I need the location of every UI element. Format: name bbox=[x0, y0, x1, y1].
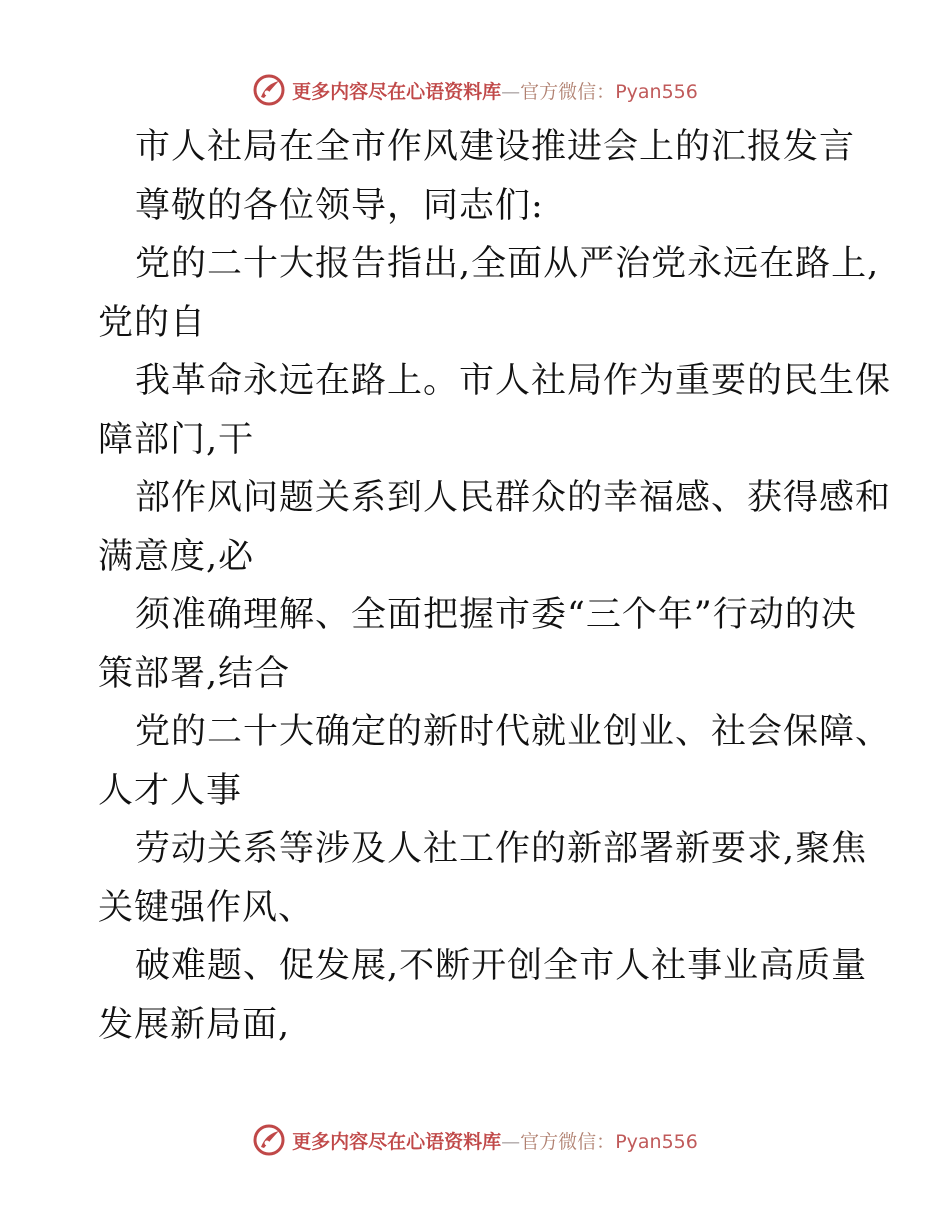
header-watermark bbox=[0, 70, 950, 110]
paragraph-line: 尊敬的各位领导，同志们: bbox=[135, 185, 544, 226]
paragraph-line: 策部署,结合 bbox=[98, 653, 291, 694]
paragraph-line: 关键强作风、 bbox=[98, 887, 315, 928]
brand-logo-icon bbox=[252, 1123, 286, 1157]
footer-watermark bbox=[0, 1120, 950, 1160]
paragraph-line: 党的二十大确定的新时代就业创业、社会保障、 bbox=[135, 712, 892, 752]
brand-logo-icon bbox=[252, 73, 286, 107]
document-body bbox=[98, 118, 892, 1054]
paragraph-line: 党的自 bbox=[98, 302, 207, 343]
paragraph-line: 我革命永远在路上。市人社局作为重要的民生保 bbox=[135, 361, 892, 401]
paragraph-line: 劳动关系等涉及人社工作的新部署新要求,聚焦 bbox=[135, 829, 868, 869]
paragraph-line: 障部门,干 bbox=[98, 419, 255, 460]
document-title: 市人社局在全市作风建设推进会上的汇报发言 bbox=[135, 127, 856, 167]
paragraph-line: 破难题、促发展,不断开创全市人社事业高质量 bbox=[135, 946, 868, 986]
paragraph-line: 人才人事 bbox=[98, 770, 243, 811]
paragraph-line: 满意度,必 bbox=[98, 536, 255, 577]
paragraph-line: 部作风问题关系到人民群众的幸福感、获得感和 bbox=[135, 478, 892, 518]
paragraph-line: 须准确理解、全面把握市委“三个年”行动的决 bbox=[135, 595, 857, 635]
paragraph-line: 发展新局面, bbox=[98, 1004, 291, 1045]
watermark-text: 更多内容尽在心语资料库—官方微信：Pyan556 bbox=[292, 80, 698, 103]
paragraph-line: 党的二十大报告指出,全面从严治党永远在路上, bbox=[135, 244, 880, 284]
watermark-text: 更多内容尽在心语资料库—官方微信：Pyan556 bbox=[292, 1130, 698, 1153]
